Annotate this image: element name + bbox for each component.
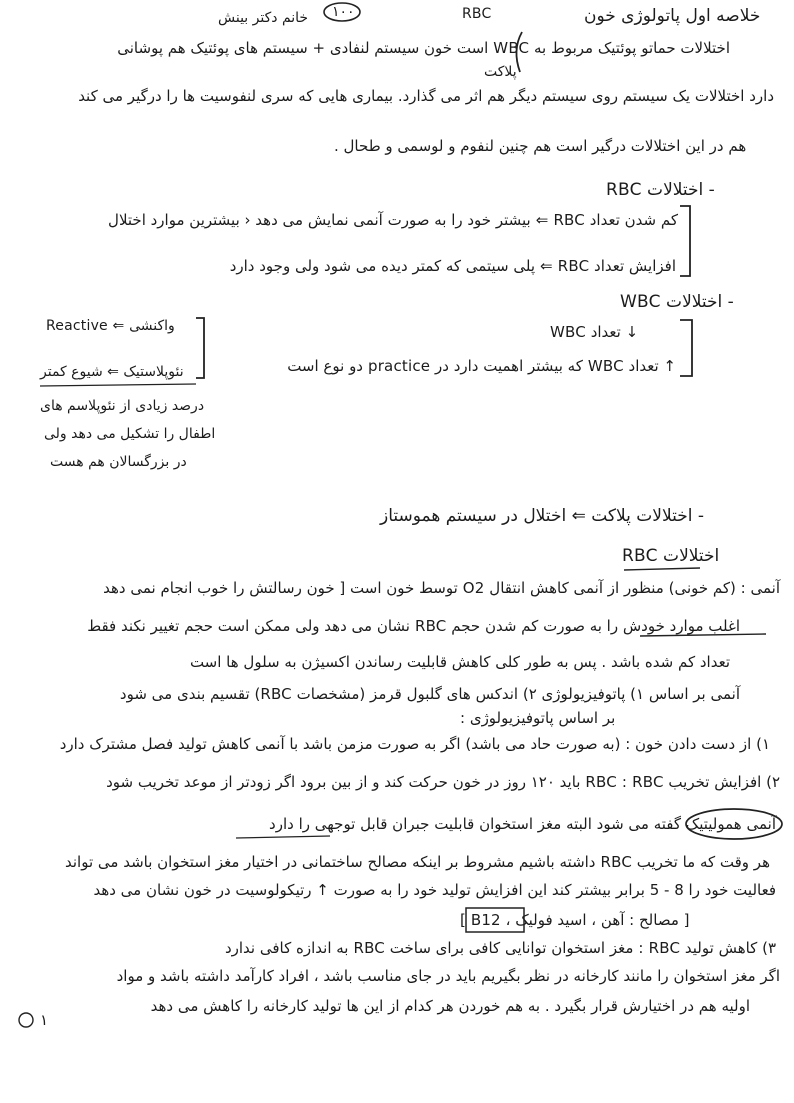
anemia-line-2: اغلب موارد خودش را به صورت کم شدن حجم RBC نشان می دهد ولی ممکن است حجم تغییر نکند فقط	[87, 617, 740, 635]
neo-underline	[40, 384, 196, 386]
doctor-name: خانم دکتر بینش	[218, 10, 309, 26]
wbc-note-3: در بزرگسالان هم هست	[50, 454, 187, 470]
anemia-line-5: بر اساس پاتوفیزیولوژی :	[460, 709, 616, 727]
anemia-line-3: تعداد کم شده باشد . پس به طور کلی کاهش قابلیت رساندن اکسیژن به سلول ها است	[189, 653, 730, 671]
rbc-section-title: - اختلالات RBC	[606, 180, 715, 200]
anemia-line-14: اولیه هم در اختیارش قرار بگیرد . به هم خوردن هر کدام از این ها تولید کارخانه را کاهش می دهد	[150, 997, 750, 1015]
intro-line-2: دارد اختلالات یک سیستم روی سیستم دیگر هم اثر می گذارد. بیماری هایی که سری لنفوسیت ها را درگیر می کند	[78, 87, 774, 105]
anemia-line-9: هر وقت که ما تخریب RBC داشته باشیم مشروط بر اینکه مصالح ساختمانی در اختیار مغز استخوان باشد می تواند	[65, 853, 770, 871]
anemia-line-7: ٢) افزایش تخریب RBC : RBC باید ١٢٠ روز در خون حرکت کند و از بین برود اگر زودتر از موعد تخریب شود	[106, 773, 780, 791]
wbc-item-1: ↓ تعداد WBC	[550, 323, 639, 341]
margin-mark	[19, 1013, 33, 1027]
hemolytic-circle	[686, 809, 782, 839]
intro-line-1: اختلالات حماتو پوئتیک مربوط به WBC است خون سیستم لنفادی + سیستم های پوئتیک هم پوشانی	[117, 39, 730, 57]
b12-box	[466, 908, 524, 932]
page-number: ۱۰۰	[332, 4, 355, 20]
rbc-bracket	[680, 206, 690, 276]
anemia-line-8: آنمی همولیتیک گفته می شود البته مغز استخوان قابلیت جبران قابل توجهی را دارد	[269, 815, 776, 833]
hemolytic-underline-left	[236, 836, 330, 838]
page-marker: ۱	[40, 1011, 49, 1029]
anemia-line-6: ١) از دست دادن خون : (به صورت حاد می باشد) اگر به صورت مزمن باشد با آنمی کاهش تولید فصل مشترک دارد	[59, 735, 770, 753]
rbc-item-1: کم شدن تعداد RBC ⇐ بیشتر خود را به صورت آنمی نمایش می دهد ‹ بیشترین موارد اختلال	[108, 211, 678, 229]
anemia-line-13: اگر مغز استخوان را مانند کارخانه در نظر بگیریم باید در جای مناسب باشد ، افراد کارآمد داشته باشد و مواد	[116, 967, 780, 985]
wbc-type-bracket	[196, 318, 204, 378]
anemia-line-10: فعالیت خود را 8 - 5 برابر بیشتر کند این افزایش تولید خود را به صورت ↑ رتیکولوسیت در خون نشان می دهد	[93, 881, 776, 899]
anemia-line-11: [ مصالح : آهن ، اسید فولیک ، B12 ]	[460, 911, 690, 929]
anemia-line-1: آنمی : (کم خونی) منظور از آنمی کاهش انتقال O2 توسط خون است [ خون رسالتش را خوب انجام نمی دهد	[103, 579, 780, 597]
wbc-note-2: اطفال را تشکیل می دهد ولی	[44, 426, 216, 442]
wbc-bracket	[680, 320, 692, 376]
wbc-note-1: درصد زیادی از نئوپلاسم های	[40, 398, 205, 414]
intro-bracket	[516, 32, 522, 72]
anemia-line-4: آنمی بر اساس ١) پاتوفیزیولوژی ٢) اندکس های گلبول قرمز (مشخصات RBC) تقسیم بندی می شود	[119, 685, 740, 703]
wbc-section-title: - اختلالات WBC	[620, 292, 734, 312]
majority-underline	[640, 634, 766, 636]
wbc-item-2: ↑ تعداد WBC که بیشتر اهمیت دارد در practice دو نوع است	[287, 357, 676, 375]
platelet-section-title: - اختلالات پلاکت ⇐ اختلال در سیستم هموستاز	[380, 506, 705, 526]
rbc-item-2: افزایش تعداد RBC ⇐ پلی سیتمی که کمتر دیده می شود ولی وجود دارد	[229, 257, 676, 275]
anemia-section-title: اختلالات RBC	[622, 546, 720, 566]
intro-line-1b: پلاکت	[484, 64, 517, 80]
page-number-circle	[324, 3, 360, 21]
anemia-title-underline	[624, 568, 700, 570]
page-title: خلاصه اول پاتولوژی خون	[584, 6, 761, 26]
intro-line-3: هم در این اختلالات درگیر است هم چنین لنفوم و لوسمی و طحال .	[334, 137, 747, 155]
anemia-line-12: ٣) کاهش تولید RBC : مغز استخوان توانایی کافی برای ساخت RBC به اندازه کافی ندارد	[224, 939, 776, 957]
wbc-reactive: Reactive ⇐ واکنشی	[46, 318, 175, 334]
rbc-tag: RBC	[462, 6, 492, 22]
wbc-neoplastic: نئوپلاستیک ⇐ شیوع کمتر	[40, 364, 184, 380]
